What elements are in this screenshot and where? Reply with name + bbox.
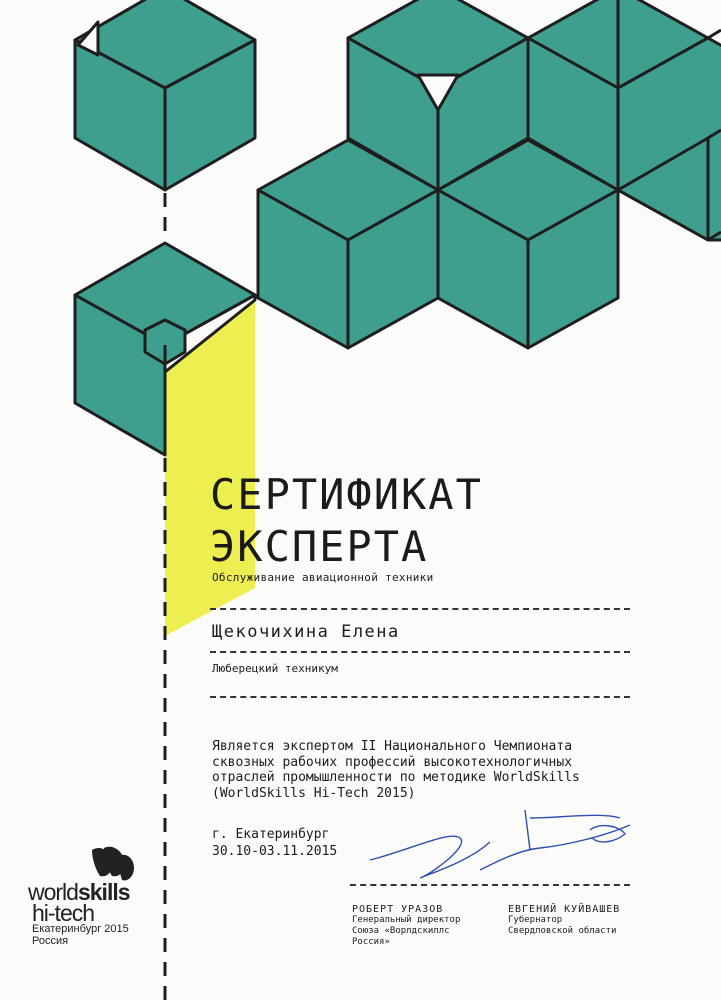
signatory-role: Россия» — [352, 937, 390, 947]
signatory-role: Союза «Ворлдскиллс — [352, 926, 450, 936]
signatory-1 — [352, 904, 460, 948]
dates-label: 30.10-03.11.2015 — [212, 844, 338, 859]
body-line: отраслей промышленности по методике WorldSkills — [212, 770, 580, 785]
signature-graphic — [370, 810, 630, 878]
logo-word-world: world — [28, 879, 78, 905]
signatory-name: РОБЕРТ УРАЗОВ — [352, 904, 444, 915]
certificate-body — [212, 739, 672, 801]
logo-country: Россия — [32, 935, 69, 947]
recipient-name: Щекочихина Елена — [212, 622, 400, 642]
logo-hitech: hi-tech — [32, 900, 95, 926]
divider-dashed — [210, 696, 630, 698]
worldskills-logo — [28, 845, 168, 947]
divider-dashed — [210, 608, 630, 610]
location-and-dates — [212, 826, 337, 860]
divider-dashed — [210, 651, 630, 653]
cube-top-left — [75, 0, 255, 190]
body-line: Является экспертом II Национального Чемпионата — [212, 739, 573, 754]
signature-line — [350, 884, 630, 886]
certificate-title-line2: ЭКСПЕРТА — [210, 522, 429, 571]
logo-word-skills: skills — [77, 879, 130, 905]
logo-city-year: Екатеринбург 2015 — [32, 923, 129, 935]
body-line: (WorldSkills Hi-Tech 2015) — [212, 785, 416, 801]
organization-name: Люберецкий техникум — [212, 662, 338, 675]
body-line: сквозных рабочих профессий высокотехнологичных — [212, 754, 573, 770]
city-label: г. Екатеринбург — [212, 827, 330, 842]
signatory-role: Свердловской области — [508, 926, 617, 936]
signatory-role: Губернатор — [508, 915, 563, 925]
signatory-role: Генеральный директор — [352, 915, 461, 925]
discipline-label: Обслуживание авиационной техники — [212, 571, 434, 584]
certificate-title-line1: СЕРТИФИКАТ — [210, 470, 483, 519]
signatory-2 — [508, 904, 620, 937]
signatory-name: ЕВГЕНИЙ КУЙВАШЕВ — [508, 904, 621, 915]
